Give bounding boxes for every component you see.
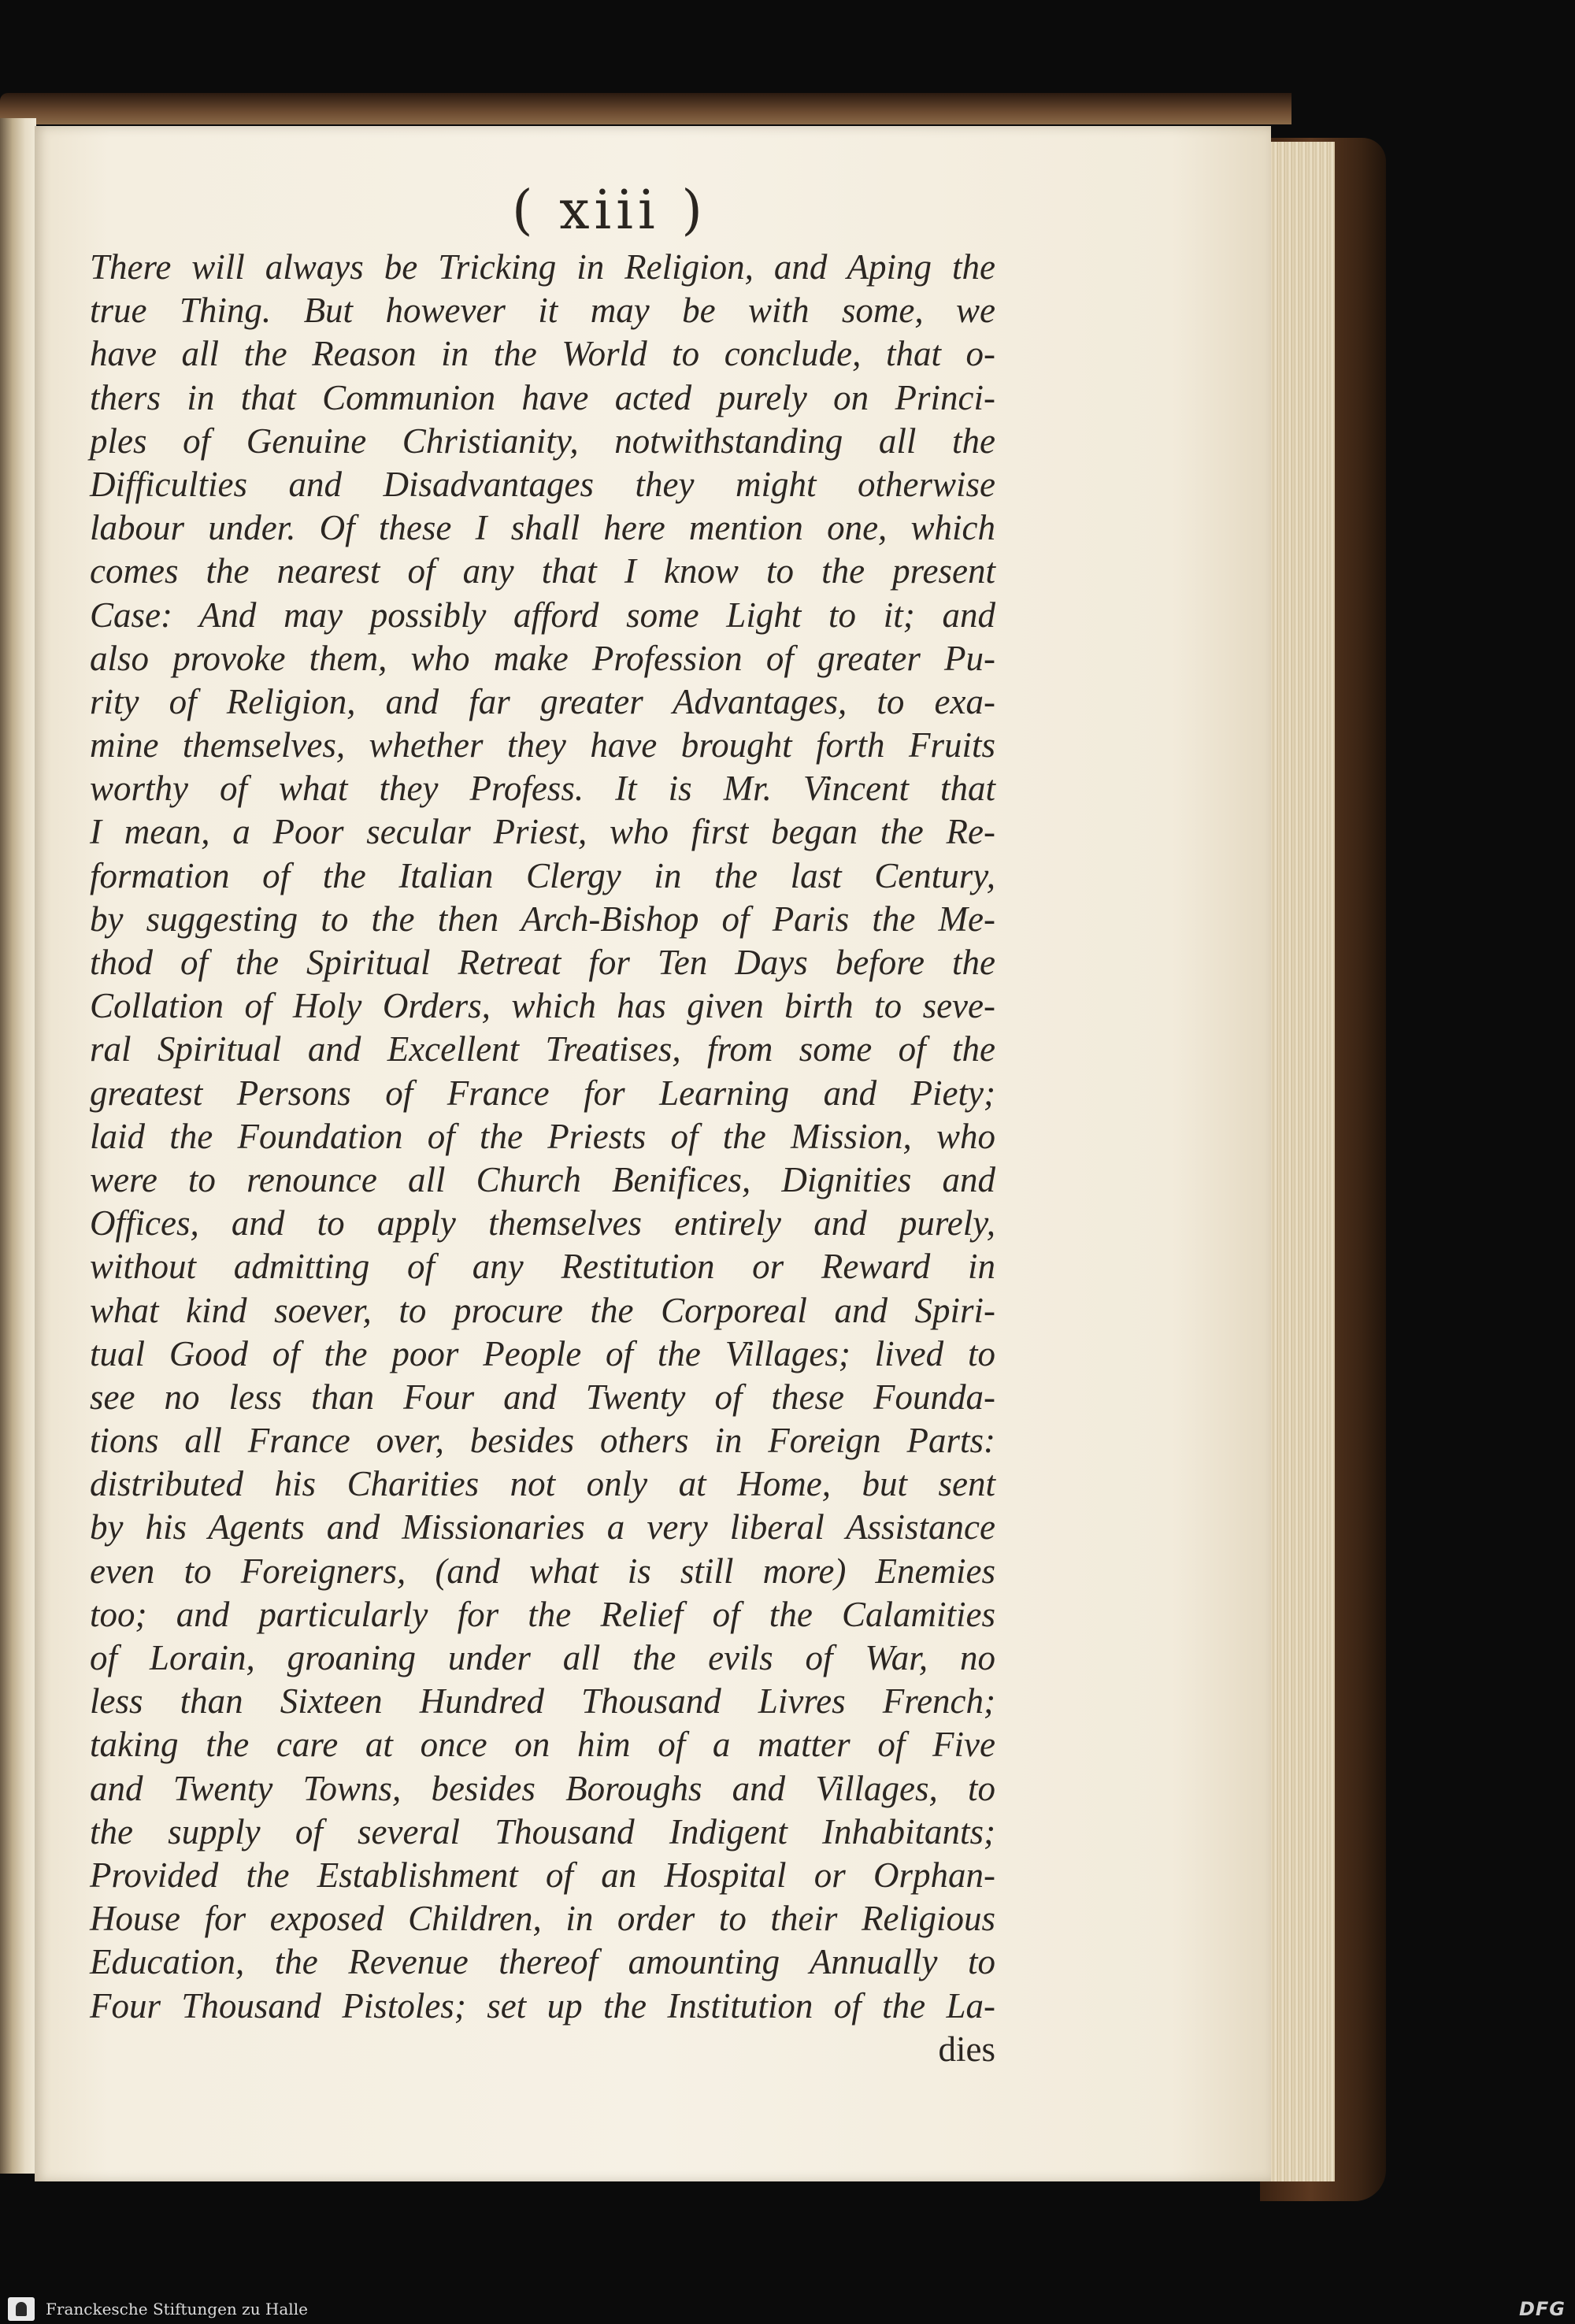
page-number: ( xiii ) [512, 180, 707, 242]
text-line: tual Good of the poor People of the Villages; lived to [90, 1333, 995, 1373]
text-line: were to renounce all Church Benifices, Dignities and [90, 1159, 995, 1199]
text-line: ples of Genuine Christianity, notwithstanding all the [90, 421, 995, 461]
text-line: see no less than Four and Twenty of these Founda- [90, 1377, 995, 1417]
text-line: formation of the Italian Clergy in the last Century, [90, 855, 995, 895]
text-line: and Twenty Towns, besides Boroughs and Villages, to [90, 1768, 995, 1808]
text-line: There will always be Tricking in Religion, and Aping the [90, 247, 995, 287]
text-line: laid the Foundation of the Priests of the Mission, who [90, 1116, 995, 1156]
text-line: also provoke them, who make Profession of greater Pu- [90, 638, 995, 678]
text-line: House for exposed Children, in order to their Religious [90, 1899, 995, 1939]
text-line: distributed his Charities not only at Home, but sent [90, 1464, 995, 1504]
text-line: ral Spiritual and Excellent Treatises, from some of the [90, 1029, 995, 1069]
text-line: thers in that Communion have acted purely on Princi- [90, 377, 995, 417]
text-line: Difficulties and Disadvantages they might otherwise [90, 464, 995, 504]
text-line: Case: And may possibly afford some Light to it; and [90, 595, 995, 635]
text-line: mine themselves, whether they have brought forth Fruits [90, 725, 995, 765]
text-line: taking the care at once on him of a matter of Five [90, 1725, 995, 1765]
text-line: worthy of what they Profess. It is Mr. Vincent that [90, 769, 995, 809]
text-line: by his Agents and Missionaries a very liberal Assistance [90, 1507, 995, 1547]
text-line: have all the Reason in the World to conclude, that o- [90, 334, 995, 374]
text-line: Offices, and to apply themselves entirely and purely, [90, 1203, 995, 1244]
text-line: true Thing. But however it may be with some, we [90, 291, 995, 331]
institution-logo-icon [8, 2297, 35, 2321]
text-line: Education, the Revenue thereof amounting Annually to [90, 1942, 995, 1982]
text-line: rity of Religion, and far greater Advantages, to exa- [90, 681, 995, 721]
page-text [90, 246, 995, 2071]
text-line: even to Foreigners, (and what is still more) Enemies [90, 1551, 995, 1591]
text-line: tions all France over, besides others in Foreign Parts: [90, 1421, 995, 1461]
catchword: dies [938, 2029, 995, 2069]
text-line: of Lorain, groaning under all the evils of War, no [90, 1638, 995, 1677]
text-line: by suggesting to the then Arch-Bishop of Paris the Me- [90, 899, 995, 939]
text-line: I mean, a Poor secular Priest, who first began the Re- [90, 812, 995, 852]
facing-page-edge [0, 118, 36, 2174]
text-line: the supply of several Thousand Indigent Inhabitants; [90, 1811, 995, 1851]
book-top-cover [0, 93, 1292, 124]
text-line: comes the nearest of any that I know to the present [90, 551, 995, 591]
text-line: Collation of Holy Orders, which has given birth to seve- [90, 986, 995, 1026]
text-line: greatest Persons of France for Learning and Piety; [90, 1073, 995, 1113]
page-block-edges [1264, 142, 1335, 2181]
institution-name: Franckesche Stiftungen zu Halle [46, 2300, 308, 2318]
text-line: without admitting of any Restitution or Reward in [90, 1247, 995, 1287]
text-line: thod of the Spiritual Retreat for Ten Days before the [90, 943, 995, 982]
text-line: less than Sixteen Hundred Thousand Livres French; [90, 1681, 995, 1722]
text-line: too; and particularly for the Relief of the Calamities [90, 1594, 995, 1634]
text-line: Provided the Establishment of an Hospital or Orphan- [90, 1855, 995, 1895]
text-line: labour under. Of these I shall here mention one, which [90, 508, 995, 548]
text-line: what kind soever, to procure the Corporeal and Spiri- [90, 1290, 995, 1330]
book-page [35, 126, 1271, 2181]
funder-logo: DFG [1518, 2298, 1566, 2320]
text-line: Four Thousand Pistoles; set up the Institution of the La- [90, 1985, 995, 2026]
viewer-footer [0, 2294, 1575, 2324]
